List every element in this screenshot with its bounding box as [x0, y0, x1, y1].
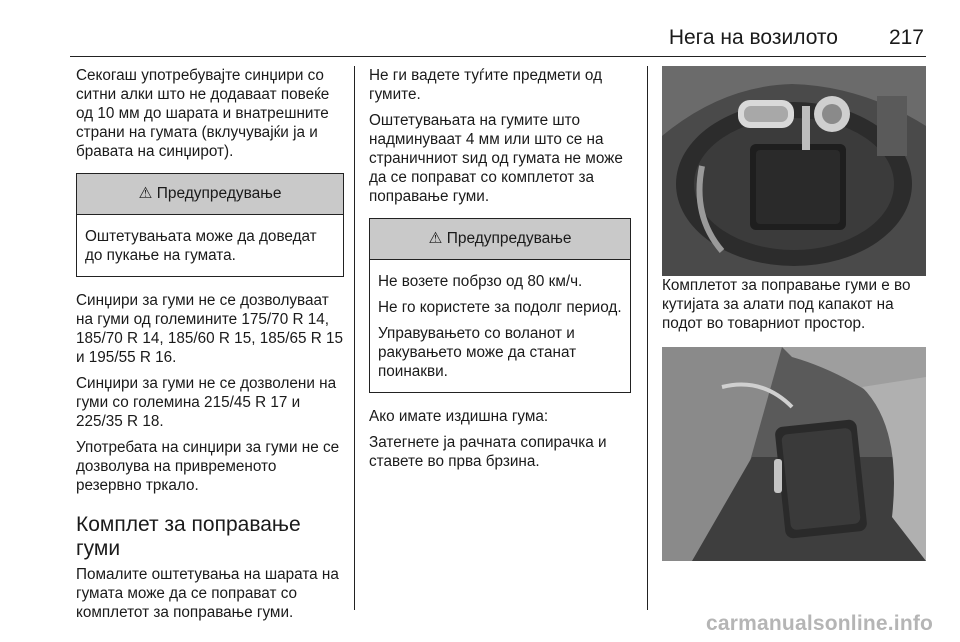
header-title: Нега на возилото — [668, 26, 838, 49]
column-middle — [369, 66, 631, 478]
warning-body — [77, 215, 343, 276]
section-heading: Комплет за поправање гуми — [76, 513, 301, 560]
cargo-area-toolbox-image — [662, 347, 926, 561]
warning-body — [370, 260, 630, 392]
warning-header — [77, 174, 343, 215]
paragraph: Затегнете ја рачната сопирачка и ставете во прва брзина. — [369, 434, 607, 470]
paragraph: Употребата на синџири за гуми не се дозволува на привременото резервно тркало. — [76, 439, 340, 494]
paragraph: Оштетувањата на гумите што надминуваат 4 мм или што се на страничниот ѕид од гумата не може да се поправат со комплетот за поправање гуми. — [369, 112, 623, 205]
warning-box — [76, 173, 344, 277]
warning-text: Оштетувањата може да доведат до пукање на гумата. — [85, 228, 317, 264]
warning-text: Управувањето со воланот и ракувањето може да станат поинакви. — [378, 325, 577, 380]
paragraph: Не ги вадете туѓите предмети од гумите. — [369, 67, 603, 103]
page-number: 217 — [888, 26, 924, 49]
warning-header — [370, 219, 630, 260]
paragraph: Синџири за гуми не се дозволуваат на гуми од големините 175/70 R 14, 185/70 R 14, 185/60 R 15, 185/65 R 15 и 195/55 R 16. — [76, 292, 344, 366]
column-left — [76, 66, 344, 629]
warning-text: Не возете побрзо од 80 км/ч. — [378, 273, 583, 290]
repair-kit-in-spare-well-image — [662, 66, 926, 276]
column-divider — [354, 66, 355, 610]
watermark: carmanualsonline.info — [706, 612, 934, 635]
warning-title: Предупредување — [156, 185, 282, 202]
paragraph: Помалите оштетувања на шарата на гумата може да се поправат со комплетот за поправање гуми. — [76, 566, 339, 621]
warning-text: Не го користете за подолг период. — [378, 299, 622, 316]
paragraph: Секогаш употребувајте синџири со ситни алки што не додаваат повеќе од 10 мм до шарата и внатрешните страни на гумата (вклучувајќи ја и бравата на синџирот). — [76, 67, 330, 160]
column-right — [662, 66, 926, 561]
page-header — [70, 22, 926, 57]
paragraph: Ако имате издишна гума: — [369, 408, 549, 425]
warning-triangle-icon: ⚠ — [138, 185, 153, 202]
paragraph: Синџири за гуми не се дозволени на гуми со големина 215/45 R 17 и 225/35 R 18. — [76, 375, 337, 430]
warning-title: Предупредување — [446, 230, 572, 247]
column-divider — [647, 66, 648, 610]
image-caption: Комплетот за поправање гуми е во кутијата за алати под капакот на подот во товарниот простор. — [662, 277, 911, 332]
warning-box — [369, 218, 631, 393]
warning-triangle-icon: ⚠ — [428, 230, 443, 247]
